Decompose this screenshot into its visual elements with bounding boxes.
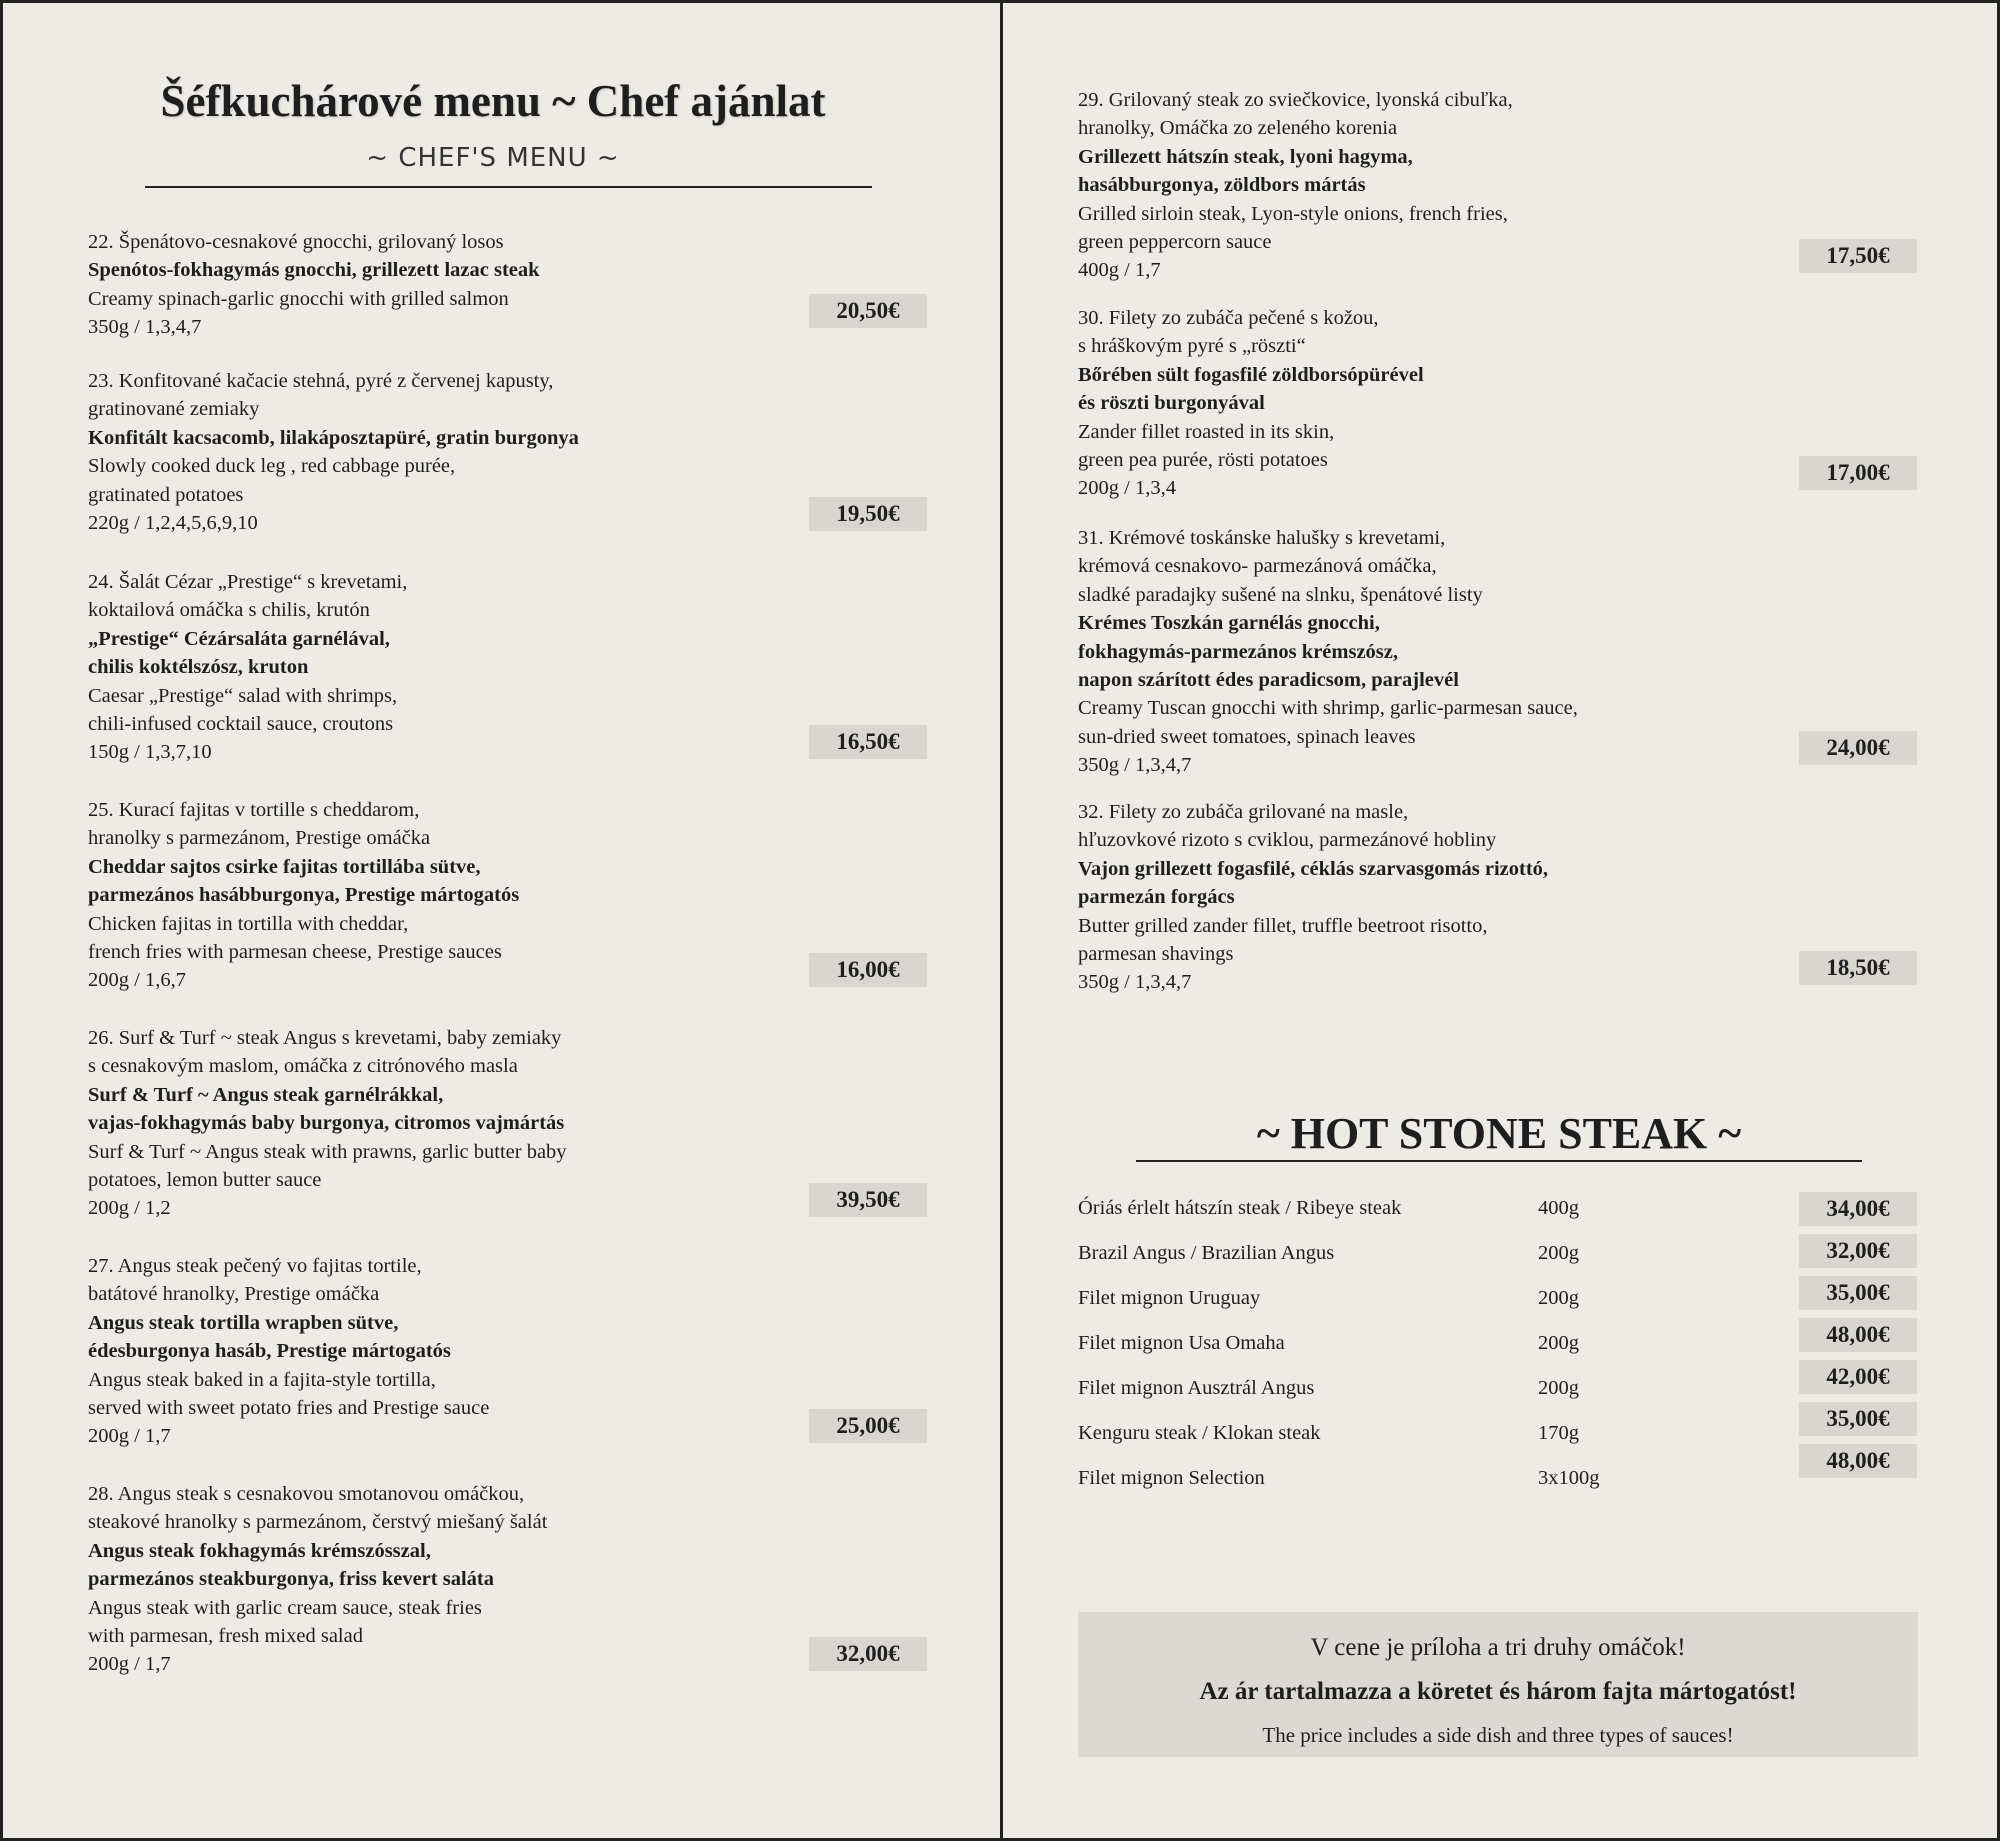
dish-name-sk: s hráškovým pyré s „röszti“ — [1078, 335, 1306, 358]
steak-weight: 200g — [1538, 1332, 1579, 1354]
notice-hu: Az ár tartalmazza a köretet és három fajta mártogatóst! — [1199, 1678, 1797, 1705]
dish-name-en: french fries with parmesan cheese, Prestige sauces — [88, 941, 502, 964]
dish-name-sk: 29. Grilovaný steak zo sviečkovice, lyonská cibuľka, — [1078, 89, 1513, 111]
dish-name-sk: 26. Surf & Turf ~ steak Angus s krevetami, baby zemiaky — [88, 1027, 562, 1049]
dish-name-en: Grilled sirloin steak, Lyon-style onions, french fries, — [1078, 202, 1508, 225]
dish-name-hu: és röszti burgonyával — [1078, 392, 1265, 415]
steak-price: 48,00€ — [1799, 1444, 1917, 1478]
dish-name-sk: steakové hranolky s parmezánom, čerstvý miešaný šalát — [88, 1511, 548, 1534]
dish-item — [88, 1024, 928, 1223]
steak-weight: 400g — [1538, 1197, 1579, 1219]
dish-name-en: potatoes, lemon butter sauce — [88, 1169, 322, 1192]
dish-name-en: Creamy Tuscan gnocchi with shrimp, garlic-parmesan sauce, — [1078, 697, 1578, 720]
hot-stone-row — [1078, 1283, 1678, 1313]
steak-name: Filet mignon Selection — [1078, 1467, 1265, 1489]
dish-name-sk: s cesnakovým maslom, omáčka z citrónového masla — [88, 1055, 518, 1078]
dish-name-en: Angus steak with garlic cream sauce, steak fries — [88, 1596, 482, 1619]
dish-name-hu: Vajon grillezett fogasfilé, céklás szarvasgomás rizottó, — [1078, 857, 1549, 880]
steak-name: Kenguru steak / Klokan steak — [1078, 1422, 1321, 1444]
dish-name-sk: krémová cesnakovo- parmezánová omáčka, — [1078, 555, 1437, 578]
dish-name-sk: 28. Angus steak s cesnakovou smotanovou omáčkou, — [88, 1483, 525, 1505]
dish-item — [1078, 304, 1918, 503]
page-title: Šéfkuchárové menu ~ Chef ajánlat — [160, 76, 826, 126]
dish-name-hu: Cheddar sajtos csirke fajitas tortillába sütve, — [88, 855, 481, 878]
hot-stone-row — [1078, 1373, 1678, 1403]
dish-weight-allergens: 350g / 1,3,4,7 — [1078, 754, 1192, 777]
dish-name-hu: napon szárított édes paradicsom, parajlevél — [1078, 669, 1459, 692]
dish-item — [1078, 86, 1918, 285]
steak-price: 42,00€ — [1799, 1360, 1917, 1394]
dish-weight-allergens: 350g / 1,3,4,7 — [1078, 971, 1192, 994]
dish-name-en: parmesan shavings — [1078, 943, 1234, 966]
dish-item — [1078, 524, 1918, 780]
dish-price: 16,00€ — [809, 953, 927, 987]
steak-name: Filet mignon Usa Omaha — [1078, 1332, 1285, 1354]
page-subtitle: ~ CHEF'S MENU ~ — [366, 143, 620, 173]
steak-price: 35,00€ — [1799, 1402, 1917, 1436]
dish-name-hu: vajas-fokhagymás baby burgonya, citromos vajmártás — [88, 1112, 565, 1135]
dish-name-en: Surf & Turf ~ Angus steak with prawns, garlic butter baby — [88, 1140, 567, 1163]
dish-weight-allergens: 200g / 1,6,7 — [88, 969, 186, 992]
dish-name-sk: hľuzovkové rizoto s cviklou, parmezánové hobliny — [1078, 829, 1497, 852]
dish-name-hu: Grillezett hátszín steak, lyoni hagyma, — [1078, 145, 1413, 168]
right-page — [1003, 3, 2000, 1838]
dish-price: 19,50€ — [809, 497, 927, 531]
dish-name-en: Zander fillet roasted in its skin, — [1078, 420, 1335, 443]
dish-name-en: Chicken fajitas in tortilla with cheddar, — [88, 912, 409, 935]
dish-name-sk: sladké paradajky sušené na slnku, špenátové listy — [1078, 583, 1483, 606]
dish-item — [88, 228, 928, 342]
hot-stone-row — [1078, 1238, 1678, 1268]
dish-weight-allergens: 220g / 1,2,4,5,6,9,10 — [88, 512, 258, 535]
dish-name-en: served with sweet potato fries and Prestige sauce — [88, 1397, 490, 1420]
steak-name: Filet mignon Ausztrál Angus — [1078, 1377, 1315, 1399]
steak-weight: 3x100g — [1538, 1467, 1600, 1489]
dish-name-sk: 30. Filety zo zubáča pečené s kožou, — [1078, 307, 1379, 329]
notice-sk: V cene je príloha a tri druhy omáčok! — [1310, 1634, 1686, 1661]
dish-name-hu: Krémes Toszkán garnélás gnocchi, — [1078, 612, 1380, 635]
dish-name-sk: 25. Kurací fajitas v tortille s cheddarom, — [88, 799, 420, 821]
dish-price: 17,00€ — [1799, 456, 1917, 490]
dish-weight-allergens: 200g / 1,7 — [88, 1653, 171, 1676]
dish-item — [88, 1252, 928, 1451]
hot-stone-row — [1078, 1328, 1678, 1358]
dish-weight-allergens: 200g / 1,2 — [88, 1197, 171, 1220]
dish-name-en: gratinated potatoes — [88, 483, 244, 506]
dish-name-sk: 22. Špenátovo-cesnakové gnocchi, grilovaný losos — [88, 231, 504, 253]
dish-weight-allergens: 200g / 1,7 — [88, 1425, 171, 1448]
dish-name-sk: hranolky s parmezánom, Prestige omáčka — [88, 827, 431, 850]
hot-stone-row — [1078, 1193, 1678, 1223]
dish-price: 39,50€ — [809, 1183, 927, 1217]
steak-name: Óriás érlelt hátszín steak / Ribeye steak — [1078, 1197, 1402, 1219]
dish-price: 16,50€ — [809, 725, 927, 759]
dish-name-en: Butter grilled zander fillet, truffle beetroot risotto, — [1078, 914, 1488, 937]
steak-weight: 200g — [1538, 1377, 1579, 1399]
dish-name-sk: koktailová omáčka s chilis, krutón — [88, 599, 370, 622]
dish-price: 25,00€ — [809, 1409, 927, 1443]
dish-price: 24,00€ — [1799, 731, 1917, 765]
title-underline — [145, 186, 872, 188]
steak-name: Brazil Angus / Brazilian Angus — [1078, 1242, 1335, 1264]
dish-name-hu: parmezán forgács — [1078, 886, 1235, 909]
dish-price: 32,00€ — [809, 1637, 927, 1671]
dish-name-sk: 23. Konfitované kačacie stehná, pyré z červenej kapusty, — [88, 370, 554, 392]
dish-name-hu: chilis koktélszósz, kruton — [88, 656, 309, 679]
dish-name-hu: Angus steak tortilla wrapben sütve, — [88, 1311, 399, 1334]
dish-price: 17,50€ — [1799, 239, 1917, 273]
dish-name-en: chili-infused cocktail sauce, croutons — [88, 713, 394, 736]
dish-name-hu: fokhagymás-parmezános krémszósz, — [1078, 640, 1398, 663]
dish-item — [88, 796, 928, 995]
dish-name-sk: batátové hranolky, Prestige omáčka — [88, 1283, 380, 1306]
dish-name-en: with parmesan, fresh mixed salad — [88, 1625, 363, 1648]
hot-stone-row — [1078, 1463, 1678, 1493]
steak-price: 48,00€ — [1799, 1318, 1917, 1352]
steak-weight: 170g — [1538, 1422, 1579, 1444]
hot-stone-title: ~ HOT STONE STEAK ~ — [1256, 1109, 1742, 1158]
dish-name-hu: parmezános hasábburgonya, Prestige mártogatós — [88, 884, 520, 907]
hot-stone-underline — [1136, 1160, 1862, 1162]
notice-en: The price includes a side dish and three types of sauces! — [1262, 1723, 1734, 1747]
dish-name-en: sun-dried sweet tomatoes, spinach leaves — [1078, 725, 1416, 748]
dish-name-en: green peppercorn sauce — [1078, 231, 1272, 254]
dish-name-hu: „Prestige“ Cézársaláta garnélával, — [88, 627, 390, 650]
left-page — [3, 3, 1000, 1838]
dish-name-hu: édesburgonya hasáb, Prestige mártogatós — [88, 1340, 451, 1363]
dish-weight-allergens: 150g / 1,3,7,10 — [88, 741, 212, 764]
dish-item — [88, 1480, 928, 1679]
dish-price: 20,50€ — [809, 294, 927, 328]
dish-name-en: Slowly cooked duck leg , red cabbage purée, — [88, 455, 456, 478]
dish-name-hu: Spenótos-fokhagymás gnocchi, grillezett lazac steak — [88, 259, 540, 282]
dish-name-hu: hasábburgonya, zöldbors mártás — [1078, 174, 1366, 197]
dish-name-en: Creamy spinach-garlic gnocchi with grilled salmon — [88, 287, 509, 310]
steak-weight: 200g — [1538, 1287, 1579, 1309]
dish-price: 18,50€ — [1799, 951, 1917, 985]
steak-price: 32,00€ — [1799, 1234, 1917, 1268]
dish-item — [88, 568, 928, 767]
steak-weight: 200g — [1538, 1242, 1579, 1264]
dish-name-sk: 32. Filety zo zubáča grilované na masle, — [1078, 801, 1409, 823]
dish-name-en: Caesar „Prestige“ salad with shrimps, — [88, 684, 398, 707]
dish-name-en: Angus steak baked in a fajita-style tortilla, — [88, 1368, 436, 1391]
dish-item — [1078, 798, 1918, 997]
dish-name-sk: 24. Šalát Cézar „Prestige“ s krevetami, — [88, 571, 408, 593]
dish-name-sk: hranolky, Omáčka zo zeleného korenia — [1078, 117, 1398, 140]
dish-name-sk: 27. Angus steak pečený vo fajitas tortile, — [88, 1255, 422, 1277]
dish-name-hu: Bőrében sült fogasfilé zöldborsópürével — [1078, 363, 1424, 386]
dish-name-hu: parmezános steakburgonya, friss kevert saláta — [88, 1568, 494, 1591]
steak-price: 35,00€ — [1799, 1276, 1917, 1310]
dish-weight-allergens: 350g / 1,3,4,7 — [88, 316, 202, 339]
hot-stone-row — [1078, 1418, 1678, 1448]
dish-name-hu: Surf & Turf ~ Angus steak garnélrákkal, — [88, 1083, 444, 1106]
dish-name-en: green pea purée, rösti potatoes — [1078, 449, 1328, 472]
steak-price: 34,00€ — [1799, 1192, 1917, 1226]
dish-weight-allergens: 200g / 1,3,4 — [1078, 477, 1176, 500]
steak-name: Filet mignon Uruguay — [1078, 1287, 1261, 1309]
dish-item — [88, 367, 928, 537]
dish-name-sk: 31. Krémové toskánske halušky s krevetami, — [1078, 527, 1446, 549]
price-notice — [1078, 1612, 1918, 1757]
dish-name-sk: gratinované zemiaky — [88, 398, 260, 421]
dish-name-hu: Angus steak fokhagymás krémszósszal, — [88, 1539, 431, 1562]
dish-weight-allergens: 400g / 1,7 — [1078, 259, 1161, 282]
dish-name-hu: Konfitált kacsacomb, lilakáposztapüré, gratin burgonya — [88, 426, 579, 449]
